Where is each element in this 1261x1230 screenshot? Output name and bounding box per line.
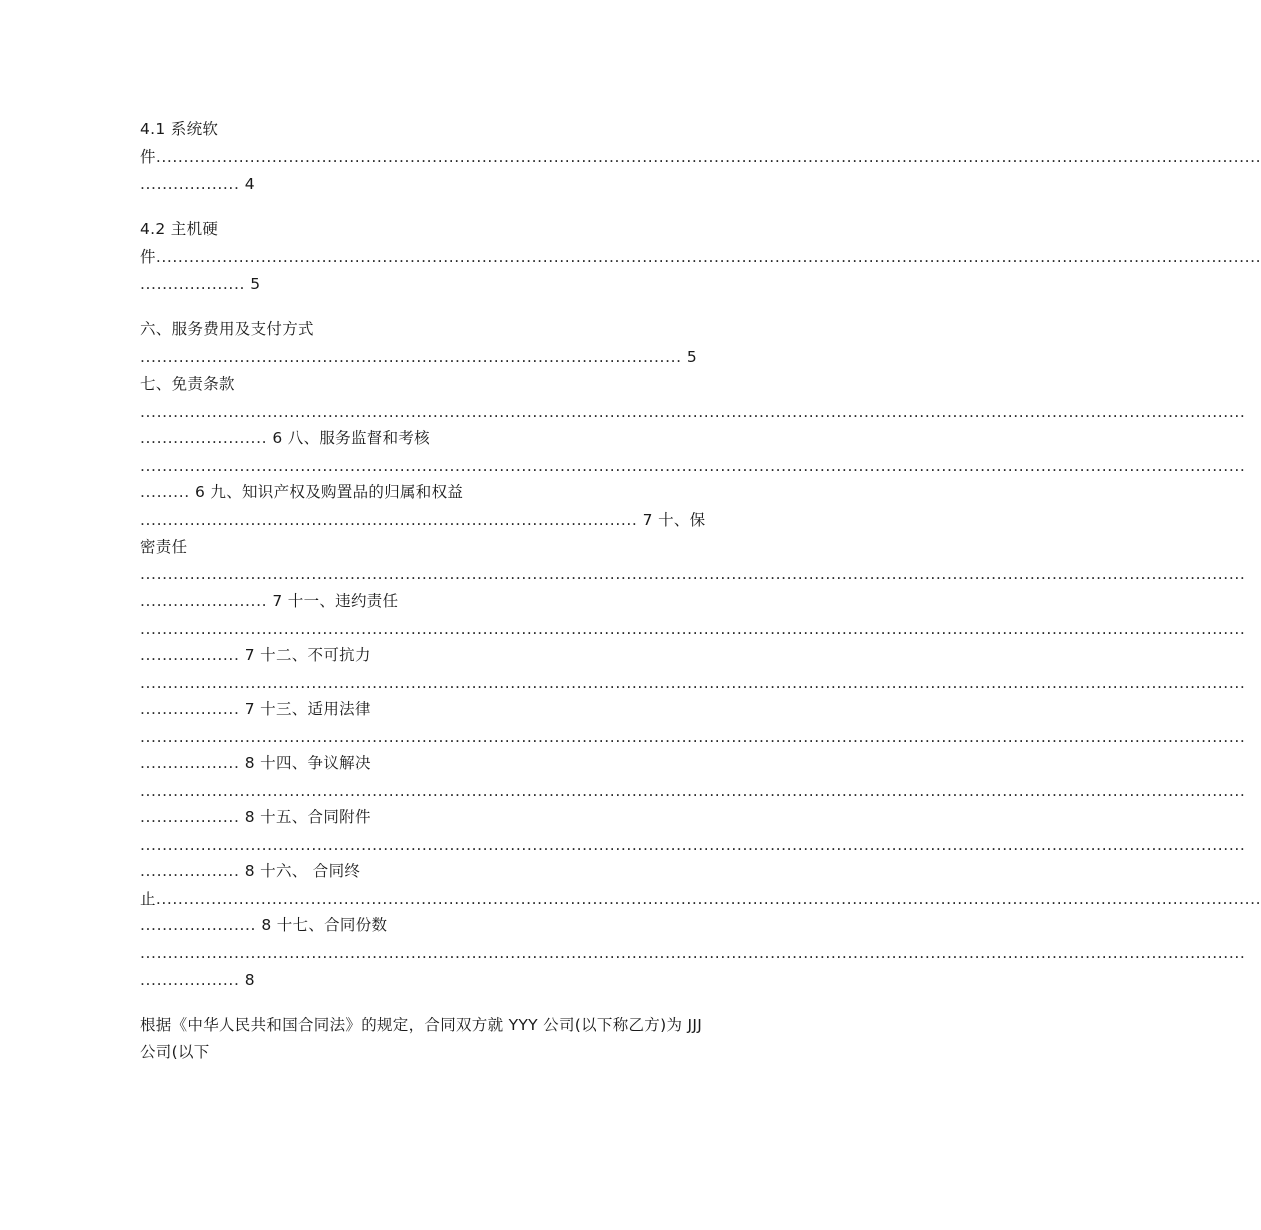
toc-entry-page: .................. 8 [140, 971, 255, 989]
body-paragraph-line: 根据《中华人民共和国合同法》的规定，合同双方就 YYY 公司(以下称乙方)为 JJJ [140, 1016, 703, 1034]
toc-entry-dots: .................................................................................................. 5 [140, 348, 698, 366]
toc-entry-dots: ........................................................................................................................................................................................................ [140, 403, 1246, 421]
toc-entry-dots: ........................................................................................................................................................................................................ [140, 836, 1246, 854]
toc-entry-dots: ........................................................................................................................................................................................................ [140, 674, 1246, 692]
toc-entry-line: ......... 6 九、知识产权及购置品的归属和权益 [140, 483, 464, 501]
toc-entry-dots: ........................................................................................................................................................................................................ [140, 782, 1246, 800]
toc-entry-title: 七、免责条款 [140, 375, 235, 393]
toc-entry-line: .................. 8 十五、合同附件 [140, 808, 371, 826]
toc-entry-dots: ........................................................................................................................................................................................................ [140, 944, 1246, 962]
toc-entry-dots: 件........................................................................................................................................................................................................ [140, 148, 1261, 166]
toc-entry-line: .......................................................................................... 7 十、保 [140, 511, 706, 529]
toc-entry-dots: ........................................................................................................................................................................................................ [140, 565, 1246, 583]
toc-entry-line: .................. 8 十四、争议解决 [140, 754, 371, 772]
toc-entry-line: ..................... 8 十七、合同份数 [140, 916, 388, 934]
toc-entry-line: .................. 7 十二、不可抗力 [140, 646, 371, 664]
toc-entry-dots: 止........................................................................................................................................................................................................ [140, 890, 1261, 908]
toc-entry-page: .................. 4 [140, 175, 255, 193]
toc-entry-title: 六、服务费用及支付方式 [140, 320, 314, 338]
toc-entry-title: 4.2 主机硬 [140, 220, 219, 238]
toc-entry-title: 4.1 系统软 [140, 120, 219, 138]
toc-entry-dots: ........................................................................................................................................................................................................ [140, 620, 1246, 638]
toc-entry-line: .................. 7 十三、适用法律 [140, 700, 371, 718]
toc-entry-line: ....................... 6 八、服务监督和考核 [140, 429, 430, 447]
body-paragraph-line: 公司(以下 [140, 1043, 210, 1061]
toc-entry-line: .................. 8 十六、 合同终 [140, 862, 361, 880]
toc-entry-line: ....................... 7 十一、违约责任 [140, 592, 399, 610]
toc-entry-page: ................... 5 [140, 275, 261, 293]
toc-entry-title: 密责任 [140, 538, 188, 556]
toc-entry-dots: ........................................................................................................................................................................................................ [140, 457, 1246, 475]
toc-entry-dots: 件........................................................................................................................................................................................................ [140, 248, 1261, 266]
toc-entry-dots: ........................................................................................................................................................................................................ [140, 728, 1246, 746]
